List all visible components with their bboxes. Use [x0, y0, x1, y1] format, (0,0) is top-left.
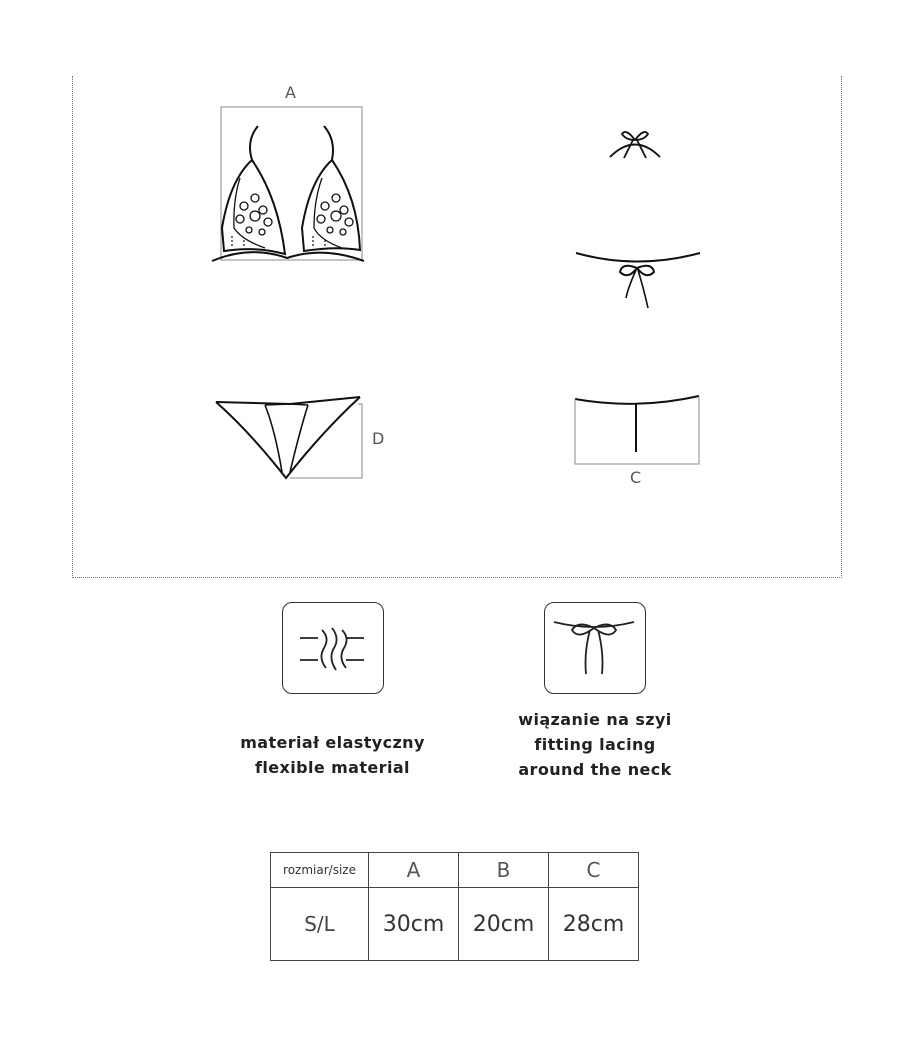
cell-c: 28cm	[549, 888, 639, 961]
feature-elastic-line-pl: materiał elastyczny	[240, 733, 425, 752]
elastic-icon-box	[282, 602, 384, 694]
feature-elastic-line-en: flexible material	[255, 758, 410, 777]
header-b: B	[459, 853, 549, 888]
cell-size: S/L	[271, 888, 369, 961]
header-size: rozmiar/size	[271, 853, 369, 888]
back-panel-illustration	[575, 396, 699, 464]
back-tie-illustration	[576, 253, 700, 308]
neck-tie-illustration	[610, 132, 660, 158]
feature-neck-line-pl: wiązanie na szyi	[518, 710, 672, 729]
feature-elastic-text	[220, 730, 445, 780]
dimension-label-d: D	[372, 429, 385, 448]
size-table	[270, 852, 639, 961]
feature-neck-text	[490, 707, 700, 782]
feature-neck-line-en-1: fitting lacing	[534, 735, 656, 754]
cell-b: 20cm	[459, 888, 549, 961]
size-table-header	[271, 853, 639, 888]
dimension-label-c: C	[630, 468, 642, 487]
neck-tie-icon-box	[544, 602, 646, 694]
bikini-bottom-illustration	[216, 397, 362, 478]
header-a: A	[369, 853, 459, 888]
bikini-top-illustration	[212, 107, 364, 261]
header-c: C	[549, 853, 639, 888]
dimension-line-d	[290, 404, 362, 478]
dimension-label-a: A	[285, 83, 296, 102]
size-table-row	[271, 888, 639, 961]
feature-neck-line-en-2: around the neck	[518, 760, 672, 779]
cell-a: 30cm	[369, 888, 459, 961]
